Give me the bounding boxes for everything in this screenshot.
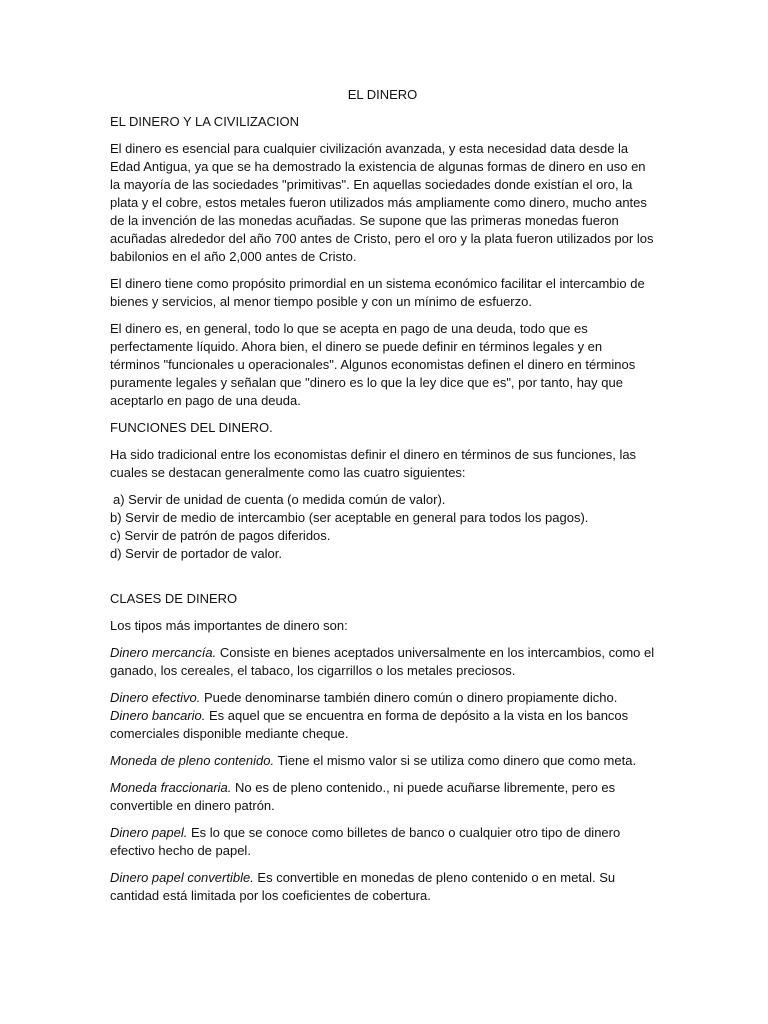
money-type-entry <box>110 644 655 680</box>
paragraph: El dinero es, en general, todo lo que se acepta en pago de una deuda, todo que es perfectamente líquido. Ahora bien, el dinero se puede definir en términos legales y en términos "funcionales u operacionales". Algunos economistas definen el dinero en términos puramente legales y señalan que "dinero es lo que la ley dice que es", por tanto, hay que aceptarlo en pago de una deuda. <box>110 321 636 408</box>
money-type-description: Consiste en bienes aceptados universalmente en los intercambios, como el ganado, los cereales, el tabaco, los cigarrillos o los metales preciosos. <box>110 645 655 678</box>
list-item: b) Servir de medio de intercambio (ser aceptable en general para todos los pagos). <box>110 510 589 525</box>
money-type-entry <box>110 707 655 743</box>
money-type-term: Moneda fraccionaria. <box>110 780 232 795</box>
money-type-entry <box>110 779 655 815</box>
section-heading-funciones: FUNCIONES DEL DINERO. <box>110 420 273 435</box>
money-type-entry <box>110 689 655 707</box>
section-heading-clases: CLASES DE DINERO <box>110 591 238 606</box>
list-item: d) Servir de portador de valor. <box>110 546 282 561</box>
money-type-term: Dinero bancario. <box>110 708 206 723</box>
list-item: a) Servir de unidad de cuenta (o medida común de valor). <box>113 492 446 507</box>
money-type-term: Moneda de pleno contenido. <box>110 753 275 768</box>
money-type-description: Puede denominarse también dinero común o dinero propiamente dicho. <box>200 690 618 705</box>
money-type-term: Dinero papel convertible. <box>110 870 254 885</box>
spacer <box>110 572 655 590</box>
list-item: c) Servir de patrón de pagos diferidos. <box>110 528 331 543</box>
section-heading-civilizacion: EL DINERO Y LA CIVILIZACION <box>110 114 300 129</box>
money-type-description: Es lo que se conoce como billetes de banco o cualquier otro tipo de dinero efectivo hecho de papel. <box>110 825 621 858</box>
money-type-entry <box>110 824 655 860</box>
money-type-entry <box>110 869 655 905</box>
money-type-description: Es convertible en monedas de pleno contenido o en metal. Su cantidad está limitada por los coeficientes de cobertura. <box>110 870 616 903</box>
money-type-term: Dinero efectivo. <box>110 690 201 705</box>
money-type-term: Dinero mercancía. <box>110 645 217 660</box>
money-type-description: Es aquel que se encuentra en forma de depósito a la vista en los bancos comerciales disponible mediante cheque. <box>110 708 629 741</box>
money-type-description: Tiene el mismo valor si se utiliza como dinero que como meta. <box>274 753 637 768</box>
money-type-description: No es de pleno contenido., ni puede acuñarse libremente, pero es convertible en dinero patrón. <box>110 780 616 813</box>
money-type-entry <box>110 752 655 770</box>
document-body <box>110 86 655 914</box>
functions-list <box>110 491 655 563</box>
paragraph: Los tipos más importantes de dinero son: <box>110 618 348 633</box>
paragraph: Ha sido tradicional entre los economistas definir el dinero en términos de sus funciones, las cuales se destacan generalmente como las cuatro siguientes: <box>110 447 637 480</box>
paragraph: El dinero tiene como propósito primordial en un sistema económico facilitar el intercambio de bienes y servicios, al menor tiempo posible y con un mínimo de esfuerzo. <box>110 276 645 309</box>
money-type-term: Dinero papel. <box>110 825 188 840</box>
document-title: EL DINERO <box>347 87 418 102</box>
paragraph: El dinero es esencial para cualquier civilización avanzada, y esta necesidad data desde la Edad Antigua, ya que se ha demostrado la existencia de algunas formas de dinero en uso en la mayoría de las sociedades "primitivas". En aquellas sociedades donde existían el oro, la plata y el cobre, estos metales fueron utilizados más ampliamente como dinero, mucho antes de la invención de las monedas acuñadas. Se supone que las primeras monedas fueron acuñadas alrededor del año 700 antes de Cristo, pero el oro y la plata fueron utilizados por los babilonios en el año 2,000 antes de Cristo. <box>110 141 654 264</box>
